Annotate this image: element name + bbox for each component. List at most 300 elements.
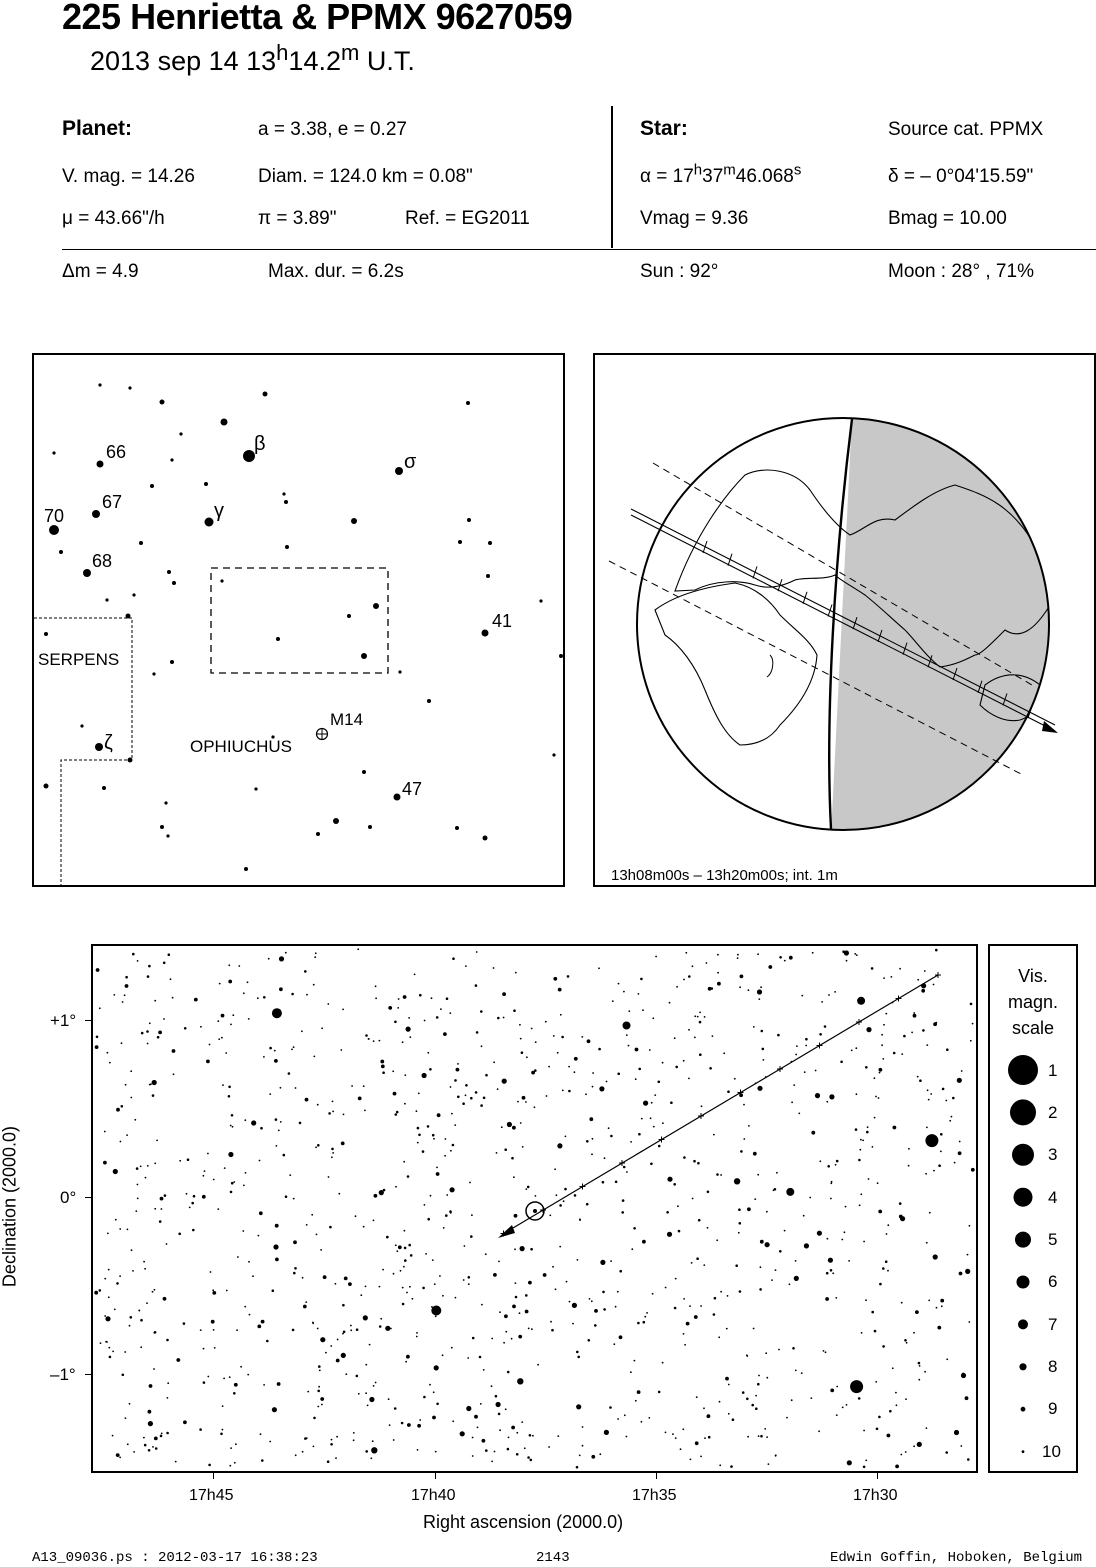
field-star xyxy=(507,1371,510,1374)
field-star xyxy=(427,1218,430,1221)
field-star xyxy=(266,1340,269,1343)
field-star xyxy=(858,1159,861,1162)
field-star xyxy=(299,1122,302,1125)
field-star xyxy=(751,1404,754,1407)
field-star xyxy=(680,1448,682,1450)
field-star xyxy=(874,1330,877,1333)
field-star xyxy=(331,1439,333,1441)
field-star xyxy=(895,1465,899,1469)
field-star xyxy=(557,1143,562,1148)
field-star xyxy=(760,1266,762,1268)
field-star xyxy=(960,1445,962,1447)
field-star xyxy=(434,1365,439,1370)
field-star xyxy=(446,997,449,1000)
finder-star xyxy=(170,660,174,664)
finder-star xyxy=(102,786,106,790)
field-star xyxy=(771,1279,773,1281)
field-star xyxy=(147,975,150,978)
field-star xyxy=(145,1177,147,1179)
field-star xyxy=(610,1260,612,1262)
field-star xyxy=(213,1329,215,1331)
field-star xyxy=(124,994,126,996)
field-star xyxy=(166,1243,168,1245)
field-star xyxy=(548,1066,550,1068)
legend-dot xyxy=(1010,1099,1036,1125)
field-star xyxy=(717,982,721,986)
field-star xyxy=(623,991,625,993)
field-star xyxy=(229,1465,231,1467)
field-star xyxy=(327,1003,329,1005)
field-star xyxy=(572,1323,574,1325)
field-star xyxy=(557,1052,559,1054)
field-star xyxy=(214,1347,216,1349)
field-star xyxy=(855,1047,857,1049)
field-star xyxy=(928,1300,930,1302)
field-star xyxy=(537,1364,539,1366)
field-star xyxy=(178,1233,181,1236)
field-star xyxy=(546,1095,548,1097)
field-star xyxy=(821,1001,823,1003)
field-star xyxy=(363,1315,368,1320)
field-star xyxy=(558,988,562,992)
field-star xyxy=(427,1052,429,1054)
field-star xyxy=(599,1086,604,1091)
field-star xyxy=(291,1049,293,1051)
finder-star xyxy=(105,598,108,601)
field-star xyxy=(694,1015,696,1017)
field-star xyxy=(730,1465,733,1468)
field-star xyxy=(682,1428,684,1430)
field-star xyxy=(380,1060,384,1064)
field-star xyxy=(252,1275,254,1277)
field-star xyxy=(130,1097,132,1099)
field-star xyxy=(757,1086,762,1091)
field-star xyxy=(865,1299,867,1301)
star-label-68: 68 xyxy=(92,551,113,571)
finder-star xyxy=(254,787,257,790)
finder-star xyxy=(170,458,173,461)
field-star xyxy=(317,1104,319,1106)
field-star xyxy=(600,1260,605,1265)
field-star xyxy=(480,1403,482,1405)
field-star xyxy=(424,1204,426,1206)
field-star xyxy=(342,1304,345,1307)
field-star xyxy=(475,1091,478,1094)
field-star xyxy=(273,1244,278,1249)
field-star xyxy=(143,1437,145,1439)
field-star xyxy=(398,998,400,1000)
field-star xyxy=(899,968,901,970)
field-star xyxy=(690,1459,692,1461)
field-star xyxy=(598,967,600,969)
field-star xyxy=(711,987,714,990)
x-tick-label: 17h40 xyxy=(411,1487,456,1504)
field-star xyxy=(200,1026,202,1028)
bright-star xyxy=(272,1008,282,1018)
field-star xyxy=(695,1441,699,1445)
field-star xyxy=(404,1230,406,1232)
field-star xyxy=(673,1183,676,1186)
field-star xyxy=(692,965,694,967)
field-star xyxy=(497,1017,500,1020)
field-star xyxy=(516,1453,519,1456)
star-heading: Star: xyxy=(640,117,688,140)
field-star xyxy=(945,1451,948,1454)
field-star xyxy=(501,1126,503,1128)
x-tick-label: 17h35 xyxy=(632,1487,677,1504)
field-star xyxy=(274,1059,278,1063)
field-star xyxy=(665,1432,667,1434)
field-star xyxy=(602,1291,605,1294)
field-star xyxy=(735,1264,738,1267)
field-star xyxy=(460,1431,465,1436)
field-star xyxy=(464,1245,466,1247)
field-star xyxy=(159,1220,162,1223)
field-star xyxy=(713,1313,716,1316)
field-star xyxy=(958,1151,962,1155)
field-star xyxy=(865,1460,867,1462)
field-star xyxy=(591,1153,593,1155)
field-star xyxy=(908,1148,910,1150)
field-star xyxy=(495,1395,498,1398)
finder-star xyxy=(49,525,59,535)
field-star xyxy=(901,1302,903,1304)
field-star xyxy=(801,1372,803,1374)
field-star xyxy=(157,1036,160,1039)
field-star xyxy=(268,958,270,960)
field-star xyxy=(445,1214,448,1217)
star-bmag: Bmag = 10.00 xyxy=(888,208,1007,229)
field-star xyxy=(147,1165,149,1167)
field-star xyxy=(522,1146,524,1148)
field-star xyxy=(913,1012,915,1014)
field-star xyxy=(379,1286,381,1288)
timezone: U.T. xyxy=(359,46,415,76)
field-star xyxy=(662,1062,664,1064)
field-star xyxy=(172,997,174,999)
field-star xyxy=(199,1428,202,1431)
field-star xyxy=(163,1018,165,1020)
field-star xyxy=(228,964,230,966)
field-star xyxy=(313,1417,316,1420)
field-star xyxy=(619,1270,622,1273)
y-axis-title: Declination (2000.0) xyxy=(0,1125,20,1288)
field-star xyxy=(204,1170,206,1172)
field-star xyxy=(848,1260,850,1262)
field-star xyxy=(312,1322,314,1324)
field-star xyxy=(395,1244,397,1246)
field-star xyxy=(654,1094,656,1096)
field-star xyxy=(830,1182,832,1184)
field-star xyxy=(475,984,478,987)
field-star xyxy=(247,981,249,983)
field-star xyxy=(367,1405,369,1407)
field-star xyxy=(491,1338,493,1340)
field-star xyxy=(732,1418,735,1421)
field-star xyxy=(775,1269,777,1271)
legend-label-3: 3 xyxy=(1048,1145,1058,1164)
planet-heading: Planet: xyxy=(62,117,133,140)
field-star xyxy=(412,1298,414,1300)
field-star xyxy=(677,1205,679,1207)
field-star xyxy=(275,1225,277,1227)
field-star xyxy=(224,1167,226,1169)
field-star xyxy=(184,1027,187,1030)
finder-star xyxy=(132,593,135,596)
field-star xyxy=(768,1463,770,1465)
field-star xyxy=(765,1352,767,1354)
field-star xyxy=(408,1244,411,1247)
field-star xyxy=(717,972,719,974)
field-star xyxy=(427,1125,430,1128)
field-star xyxy=(336,1359,340,1363)
field-star xyxy=(753,1328,755,1330)
field-star xyxy=(382,1071,385,1074)
header-divider-horizontal xyxy=(62,249,1096,250)
bright-star xyxy=(371,1447,377,1453)
finder-star xyxy=(467,518,471,522)
field-star xyxy=(280,1121,282,1123)
field-star xyxy=(903,1035,906,1038)
finder-star xyxy=(539,599,542,602)
field-star xyxy=(223,1378,225,1380)
field-star xyxy=(519,1024,521,1026)
field-star xyxy=(658,1391,661,1394)
field-star xyxy=(317,1406,319,1408)
field-star xyxy=(606,1081,608,1083)
field-star xyxy=(728,1384,730,1386)
bright-star xyxy=(786,1188,794,1196)
field-star xyxy=(967,1458,970,1461)
field-star xyxy=(133,1451,135,1453)
field-star xyxy=(307,1391,309,1393)
field-star xyxy=(552,1266,554,1268)
field-star xyxy=(945,1100,947,1102)
field-star xyxy=(926,1427,928,1429)
field-star xyxy=(248,1261,250,1263)
field-star xyxy=(323,1275,327,1279)
field-star xyxy=(137,1198,139,1200)
field-star xyxy=(793,1084,795,1086)
field-star xyxy=(292,1329,295,1332)
field-star xyxy=(792,1347,795,1350)
y-tick-mark xyxy=(85,1374,92,1375)
star-label-47: 47 xyxy=(402,779,423,799)
field-star xyxy=(502,992,506,996)
field-star xyxy=(626,1436,628,1438)
field-star xyxy=(124,1351,126,1353)
field-star xyxy=(683,1333,685,1335)
field-star xyxy=(303,1305,307,1309)
field-star xyxy=(846,1404,848,1406)
field-star xyxy=(217,1208,219,1210)
field-star xyxy=(163,1297,167,1301)
field-star xyxy=(449,1210,452,1213)
field-star xyxy=(186,1193,188,1195)
field-star xyxy=(343,1331,346,1334)
field-star xyxy=(222,1429,224,1431)
field-star xyxy=(258,1235,260,1237)
field-star xyxy=(505,1331,507,1333)
field-star xyxy=(327,1460,330,1463)
field-star xyxy=(913,1014,917,1018)
field-star xyxy=(416,1110,418,1112)
footer-file-info: A13_09036.ps : 2012-03-17 16:38:23 xyxy=(32,1550,318,1566)
field-star xyxy=(809,1197,811,1199)
field-star xyxy=(723,1052,725,1054)
field-star xyxy=(435,1451,437,1453)
field-star xyxy=(485,1449,488,1452)
field-star xyxy=(358,1393,360,1395)
field-star xyxy=(503,1017,505,1019)
field-star xyxy=(505,1408,507,1410)
field-star xyxy=(394,1021,397,1024)
field-star xyxy=(345,1373,347,1375)
field-star xyxy=(615,1181,618,1184)
field-star xyxy=(917,1442,922,1447)
field-star xyxy=(146,1030,149,1033)
event-datetime xyxy=(90,40,415,77)
field-star xyxy=(776,1172,778,1174)
field-star xyxy=(429,1068,432,1071)
field-star xyxy=(119,1228,121,1230)
field-star xyxy=(933,1170,935,1172)
legend-dot xyxy=(1017,1276,1030,1289)
field-star xyxy=(499,1429,501,1431)
star-label-beta: β xyxy=(254,433,266,455)
field-star xyxy=(925,1173,927,1175)
field-star xyxy=(901,1053,903,1055)
field-star xyxy=(525,1101,527,1103)
field-star xyxy=(107,1052,109,1054)
field-star xyxy=(618,983,620,985)
field-star xyxy=(183,1322,186,1325)
field-star xyxy=(757,989,762,994)
field-star xyxy=(493,967,495,969)
field-star xyxy=(511,1426,515,1430)
field-star xyxy=(132,953,135,956)
field-star xyxy=(95,1045,99,1049)
field-star xyxy=(635,1048,639,1052)
field-star xyxy=(672,1433,674,1435)
field-star xyxy=(879,1072,881,1074)
field-star xyxy=(553,1035,555,1037)
field-star xyxy=(860,1139,862,1141)
field-star xyxy=(317,1144,320,1147)
legend-dot xyxy=(1008,1055,1038,1085)
field-star xyxy=(777,1034,780,1037)
field-star xyxy=(454,1079,457,1082)
field-star xyxy=(432,1259,434,1261)
field-star xyxy=(141,1032,144,1035)
field-star xyxy=(183,1420,187,1424)
finder-star xyxy=(368,825,372,829)
field-star xyxy=(670,1101,673,1104)
star-ra-m: m xyxy=(723,161,736,179)
field-star xyxy=(375,985,377,987)
finder-star xyxy=(59,550,63,554)
field-star xyxy=(859,1204,861,1206)
field-star xyxy=(842,1407,844,1409)
field-star xyxy=(604,1430,609,1435)
field-star xyxy=(207,1376,209,1378)
field-star xyxy=(401,1422,404,1425)
field-star xyxy=(913,1332,915,1334)
field-star xyxy=(368,1038,370,1040)
field-star xyxy=(485,1074,488,1077)
field-star xyxy=(826,1272,829,1275)
field-star xyxy=(553,977,557,981)
field-star xyxy=(757,1383,760,1386)
field-star xyxy=(825,1351,827,1353)
field-star xyxy=(154,1437,158,1441)
field-star xyxy=(801,995,803,997)
field-star xyxy=(699,1053,702,1056)
star-label-41: 41 xyxy=(492,611,513,631)
bright-star xyxy=(623,1022,631,1030)
field-star xyxy=(674,1037,676,1039)
field-star xyxy=(357,948,359,950)
field-star xyxy=(634,1360,636,1362)
field-star xyxy=(856,1093,858,1095)
field-star xyxy=(207,1153,209,1155)
field-star xyxy=(129,1403,131,1405)
field-star xyxy=(846,960,848,962)
field-star xyxy=(959,1272,963,1276)
field-star xyxy=(550,1321,552,1323)
field-star xyxy=(696,1257,699,1260)
finder-star xyxy=(282,492,285,495)
field-star xyxy=(390,1328,392,1330)
finder-star xyxy=(167,570,171,574)
field-star xyxy=(559,1246,561,1248)
field-star xyxy=(881,1034,883,1036)
field-star xyxy=(228,1095,231,1098)
field-star xyxy=(305,1098,309,1102)
field-star xyxy=(206,1060,210,1064)
field-star xyxy=(491,1461,493,1463)
legend-dots xyxy=(1008,1055,1038,1453)
field-star xyxy=(496,1152,498,1154)
field-star xyxy=(499,1311,501,1313)
field-star xyxy=(462,1102,465,1105)
field-star xyxy=(388,1398,390,1400)
legend-dot xyxy=(1014,1188,1033,1207)
field-star xyxy=(294,1267,297,1270)
field-star xyxy=(212,1291,216,1295)
field-star xyxy=(554,1168,556,1170)
y-tick-mark xyxy=(85,1020,92,1021)
field-star xyxy=(304,970,307,973)
finder-star xyxy=(347,614,351,618)
field-star xyxy=(742,1391,745,1394)
field-star xyxy=(688,1078,690,1080)
field-star xyxy=(845,1206,847,1208)
field-star xyxy=(935,1022,937,1024)
field-star xyxy=(517,1101,519,1103)
field-star xyxy=(454,1124,456,1126)
finder-star xyxy=(166,834,169,837)
field-star xyxy=(704,1437,706,1439)
field-star xyxy=(603,1308,606,1311)
field-star xyxy=(905,1398,907,1400)
field-star xyxy=(900,1454,902,1456)
finder-star xyxy=(97,461,104,468)
field-star xyxy=(531,1028,533,1030)
field-star xyxy=(696,1396,698,1398)
field-star xyxy=(815,1093,820,1098)
field-star xyxy=(126,1134,128,1136)
